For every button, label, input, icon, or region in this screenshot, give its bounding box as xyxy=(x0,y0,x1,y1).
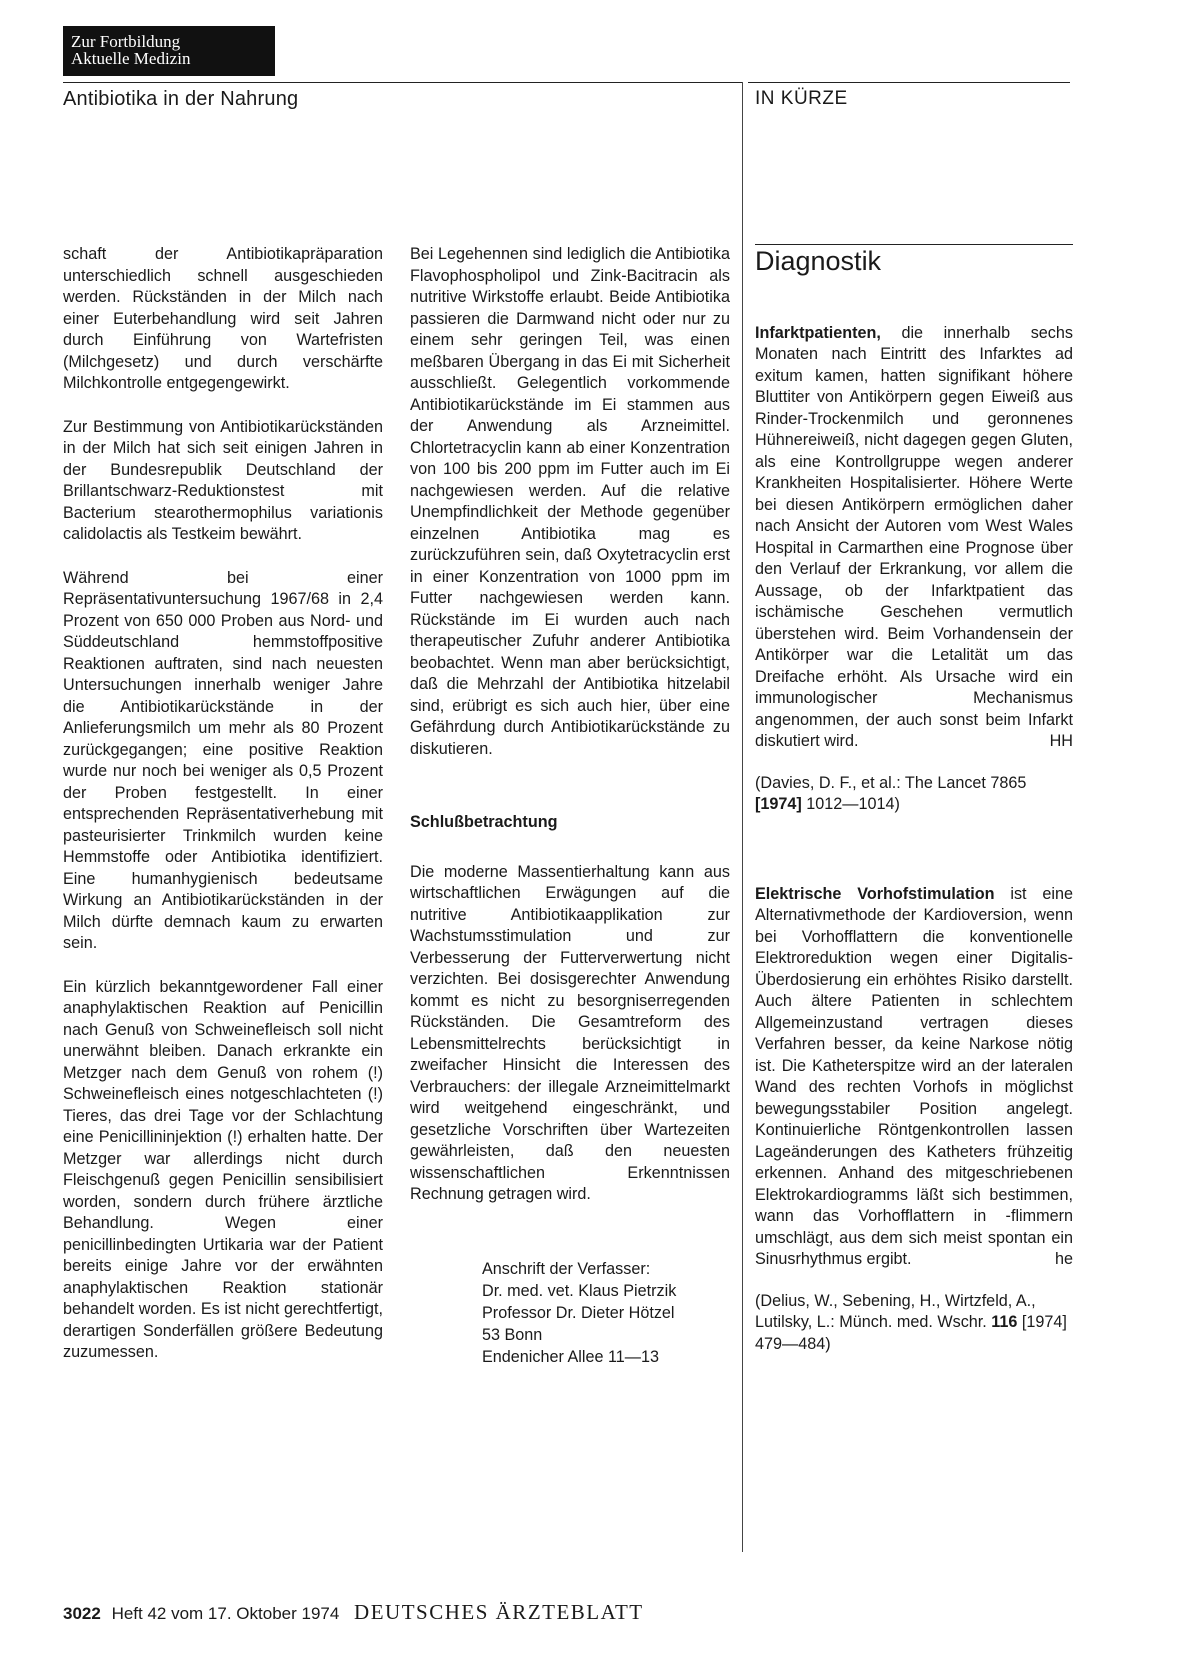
brief-reference xyxy=(755,773,1073,816)
article-paragraph: Während bei einer Repräsentativuntersuchung 1967/68 in 2,4 Prozent von 650 000 Proben aus Nord- und Süddeutschland hemmstoffpositive Reaktionen auftraten, sind nach neuesten Untersuchungen innerhalb weniger Jahre die Antibiotikarückstände in der Anlieferungsmilch um mehr als 80 Prozent zurückgegangen; eine positive Reaktion wurde nur noch bei weniger als 0,5 Prozent der Proben festgestellt. In einer entsprechenden Repräsentativerhebung mit pasteurisierter Trinkmilch wurden keine Hemmstoffe oder Antibiotika identifiziert. Eine humanhygienisch bedeutsame Wirkung an Antibiotikarückständen in der Milch dürfte demnach kaum zu erwarten sein. xyxy=(63,568,383,952)
sidebar-column xyxy=(755,244,1073,1375)
article-column-2 xyxy=(410,244,730,1368)
page-footer xyxy=(63,1600,644,1625)
author-signature: HH xyxy=(1049,732,1073,750)
reference-pages: 1012—1014) xyxy=(801,795,900,813)
rubric-title: Diagnostik xyxy=(755,246,882,276)
brief-item-atrial-stimulation xyxy=(755,884,1073,1271)
rubric-rule xyxy=(755,244,1073,245)
header-rule-right xyxy=(748,82,1070,83)
article-column-1 xyxy=(63,244,383,1386)
article-paragraph: Bei Legehennen sind lediglich die Antibiotika Flavophospholipol und Zink-Bacitracin als nutritive Wirkstoffe erlaubt. Beide Antibiotika passieren die Darmwand nicht oder nur zu einem sehr geringen Teil, was einen meßbaren Übergang in das Ei mit Sicherheit ausschließt. Gelegentlich vorkommende Antibiotikarückstände im Ei stammen aus der Anwendung als Arzneimittel. Chlortetracyclin kann ab einer Konzentration von 100 bis 200 ppm im Futter auch im Ei nachgewiesen werden. Auf die relative Unempfindlichkeit der Methode gegenüber einzelnen Antibiotika mag es zurückzuführen sein, daß Oxytetracyclin erst in einer Konzentration von 1000 ppm im Futter nachgewiesen werden kann. Rückstände im Ei wurden auch nach therapeutischer Zufuhr anderer Antibiotika beobachtet. Wenn man aber berücksichtigt, daß die Mehrzahl der Antibiotika hitzelabil sind, erübrigt es sich auch hier, über eine Gefährdung durch Antibiotikarückstände zu diskutieren. xyxy=(410,245,730,758)
address-line: Dr. med. vet. Klaus Pietrzik xyxy=(482,1281,677,1300)
page-number: 3022 xyxy=(63,1604,101,1623)
issue-info: Heft 42 vom 17. Oktober 1974 xyxy=(111,1604,340,1623)
conclusion-paragraph: Die moderne Massentierhaltung kann aus wirtschaftlichen Erwägungen auf die nutritive Antibiotikaapplikation zur Wachstumsstimulation und zur Verbesserung der Futterverwertung nicht verzichten. Bei dosisgerechter Anwendung kommt es nicht zu besorgniserregenden Rückständen. Die Gesamtreform des Lebensmittelrechts berücksichtigt in zweifacher Hinsicht die Interessen des Verbrauchers: der illegale Arzneimittelmarkt wird weitgehend eingeschränkt, und gesetzliche Vorschriften über Wartezeiten gewährleisten, daß den neuesten wissenschaftlichen Erkenntnissen Rechnung getragen wird. xyxy=(410,862,730,1203)
address-line: 53 Bonn xyxy=(482,1325,543,1344)
reference-text: (Delius, W., Sebening, H., Wirtzfeld, A., Lutilsky, L.: Münch. med. Wschr. xyxy=(755,1291,1036,1331)
brief-item-infarct xyxy=(755,323,1073,753)
reference-text: (Davies, D. F., et al.: The Lancet 7865 xyxy=(755,773,1027,792)
subheading-conclusion: Schlußbetrachtung xyxy=(410,813,558,831)
article-paragraph: Zur Bestimmung von Antibiotikarückständen in der Milch hat sich seit einigen Jahren in der Bundesrepublik Deutschland der Brillantschwarz-Reduktionstest mit Bacterium stearothermophilus variationis calidolactis als Testkeim bewährt. xyxy=(63,417,383,543)
reference-volume: [1974] xyxy=(755,795,802,813)
in-kurze-label: IN KÜRZE xyxy=(755,88,848,109)
running-title: Antibiotika in der Nahrung xyxy=(63,88,299,110)
brief-lead: Elektrische Vorhofstimulation xyxy=(755,884,995,903)
author-address xyxy=(482,1258,730,1368)
section-tag-line1: Zur Fortbildung xyxy=(71,32,181,51)
author-signature: he xyxy=(1054,1250,1073,1268)
reference-volume: 116 xyxy=(991,1313,1018,1331)
article-paragraph: Ein kürzlich bekanntgewordener Fall einer anaphylaktischen Reaktion auf Penicillin nach Genuß von Schweinefleisch soll nicht unerwähnt bleiben. Danach erkrankte ein Metzger nach dem Genuß von rohem (!) Schweinefleisch eines notgeschlachteten (!) Tieres, das drei Tage vor der Schlachtung eine Penicillininjektion (!) erhalten hatte. Der Metzger war allerdings nicht durch Fleischgenuß gegen Penicillin sensibilisiert worden, sondern durch frühere ärztliche Behandlung. Wegen einer penicillinbedingten Urtikaria war der Patient bereits einige Jahre vor der erwähnten anaphylaktischen Reaktion stationär behandelt worden. Es ist nicht gerechtfertigt, derartigen Sonderfällen größere Bedeutung zuzumessen. xyxy=(63,977,383,1361)
address-line: Professor Dr. Dieter Hötzel xyxy=(482,1303,675,1322)
reference-pages: [1974] 479—484) xyxy=(755,1313,1067,1353)
brief-reference xyxy=(755,1291,1073,1356)
brief-lead: Infarktpatienten, xyxy=(755,323,881,342)
article-paragraph: schaft der Antibiotikapräparation unterschiedlich schnell ausgeschieden werden. Rückständen in der Milch nach einer Euterbehandlung wird seit Jahren durch Einführung von Wartefristen (Milchgesetz) und durch verschärfte Milchkontrolle entgegengewirkt. xyxy=(63,245,383,392)
brief-text: die innerhalb sechs Monaten nach Eintritt des Infarktes ad exitum kamen, hatten signifikant höhere Bluttiter von Antikörpern gegen Eiweiß aus Rinder-Trockenmilch und geronnenes Hühnereiweiß, nicht dagegen gegen Gluten, als eine Kontrollgruppe wegen anderer Krankheiten Hospitalisierter. Höhere Werte bei diesen Antikörpern ermöglichen daher nach Ansicht der Autoren vom West Wales Hospital in Carmarthen eine Prognose über den Verlauf der Erkrankung, vor allem die Aussage, ob der Infarktpatient das ischämische Geschehen vermutlich überstehen wird. Beim Vorhandensein der Antikörper war die Letalität um das Dreifache erhöht. Als Ursache wird ein immunologischer Mechanismus angenommen, der auch sonst beim Infarkt diskutiert wird. xyxy=(755,323,1073,750)
magazine-title: DEUTSCHES ÄRZTEBLATT xyxy=(354,1600,644,1624)
section-tag xyxy=(63,26,275,76)
brief-text: ist eine Alternativmethode der Kardioversion, wenn bei Vorhofflattern die konventionelle Elektroreduktion wegen einer Digitalis-Überdosierung ein erhöhtes Risiko darstellt. Auch ältere Patienten in schlechtem Allgemeinzustand vertragen dieses Verfahren besser, da keine Narkose nötig ist. Die Katheterspitze wird an der lateralen Wand des rechten Vorhofs in möglichst bewegungsstabiler Position angelegt. Kontinuierliche Röntgenkontrollen lassen Lageänderungen des Katheters frühzeitig erkennen. Anhand des mitgeschriebenen Elektrokardiogramms läßt sich bestimmen, wann das Vorhofflattern in -flimmern umschlägt, aus dem sich meist spontan ein Sinusrhythmus ergibt. xyxy=(755,884,1073,1268)
column-divider xyxy=(742,82,743,1552)
address-line: Anschrift der Verfasser: xyxy=(482,1259,651,1278)
header-rule-left xyxy=(63,82,743,83)
address-line: Endenicher Allee 11—13 xyxy=(482,1347,659,1366)
section-tag-line2: Aktuelle Medizin xyxy=(71,49,191,68)
